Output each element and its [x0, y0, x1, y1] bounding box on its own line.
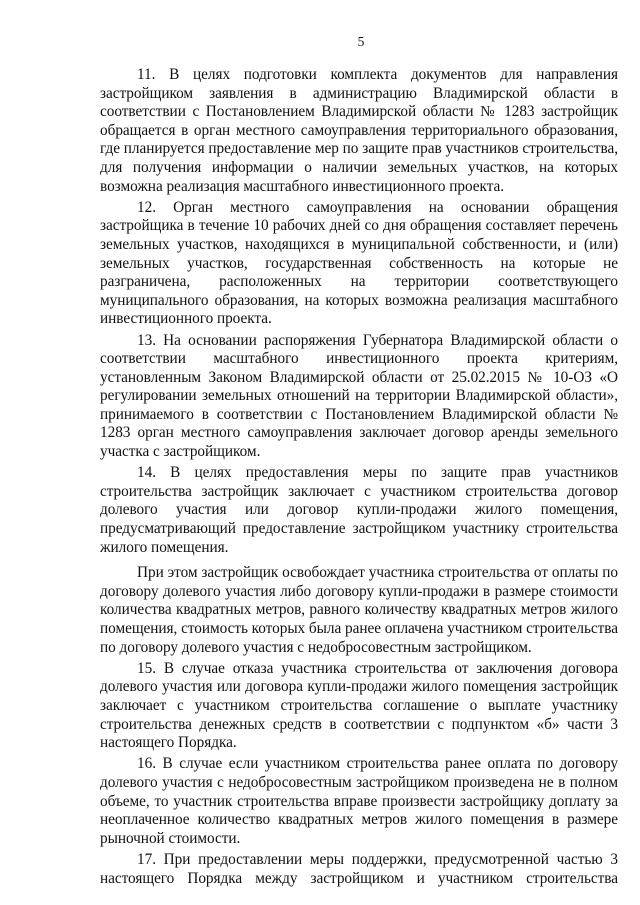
paragraph-12: 12. Орган местного самоуправления на основании обращения застройщика в течение 10 рабочих дней со дня обращения составляет перечень земельных участков, находящихся в муниципальной собственности, и (или) земельных участков, государственная собственность на которые не разграничена, расположенных на территории соответствующего муниципального образования, на которых возможна реализация масштабного инвестиционного проекта.	[100, 198, 618, 328]
paragraph-11: 11. В целях подготовки комплекта документов для направления застройщиком заявления в администрацию Владимирской области в соответствии с Постановлением Владимирской области № 1283 застройщик обращается в орган местного самоуправления территориального образования, где планируется предоставление мер по защите прав участников строительства, для получения информации о наличии земельных участков, на которых возможна реализация масштабного инвестиционного проекта.	[100, 66, 618, 195]
paragraph-14-continuation: При этом застройщик освобождает участника строительства от оплаты по договору долевого участия либо договору купли-продажи в размере стоимости количества квадратных метров, равного количеству квадратных метров жилого помещения, стоимость которых была ранее оплачена участником строительства по договору долевого участия с недобросовестным застройщиком.	[100, 564, 618, 656]
paragraph-17: 17. При предоставлении меры поддержки, предусмотренной частью 3 настоящего Порядка между застройщиком и участником строительства	[100, 850, 618, 887]
paragraph-16: 16. В случае если участником строительства ранее оплата по договору долевого участия с недобросовестным застройщиком произведена не в полном объеме, то участник строительства вправе произвести застройщику доплату за неоплаченное количество квадратных метров жилого помещения в размере рыночной стоимости.	[100, 755, 618, 847]
paragraph-14: 14. В целях предоставления меры по защите прав участников строительства застройщик заключает с участником строительства договор долевого участия или договор купли-продажи жилого помещения, предусматривающий предоставление застройщиком участнику строительства жилого помещения.	[100, 464, 618, 556]
page-number: 5	[357, 34, 365, 49]
paragraph-15: 15. В случае отказа участника строительства от заключения договора долевого участия или договора купли-продажи жилого помещения застройщик заключает с участником строительства соглашение о выплате участнику строительства денежных средств в соответствии с подпунктом «б» части 3 настоящего Порядка.	[100, 659, 618, 752]
paragraph-13: 13. На основании распоряжения Губернатора Владимирской области о соответствии масштабного инвестиционного проекта критериям, установленным Законом Владимирской области от 25.02.2015 № 10-ОЗ «О регулировании земельных отношений на территории Владимирской области», принимаемого в соответствии с Постановлением Владимирской области № 1283 орган местного самоуправления заключает договор аренды земельного участка с застройщиком.	[100, 331, 618, 461]
